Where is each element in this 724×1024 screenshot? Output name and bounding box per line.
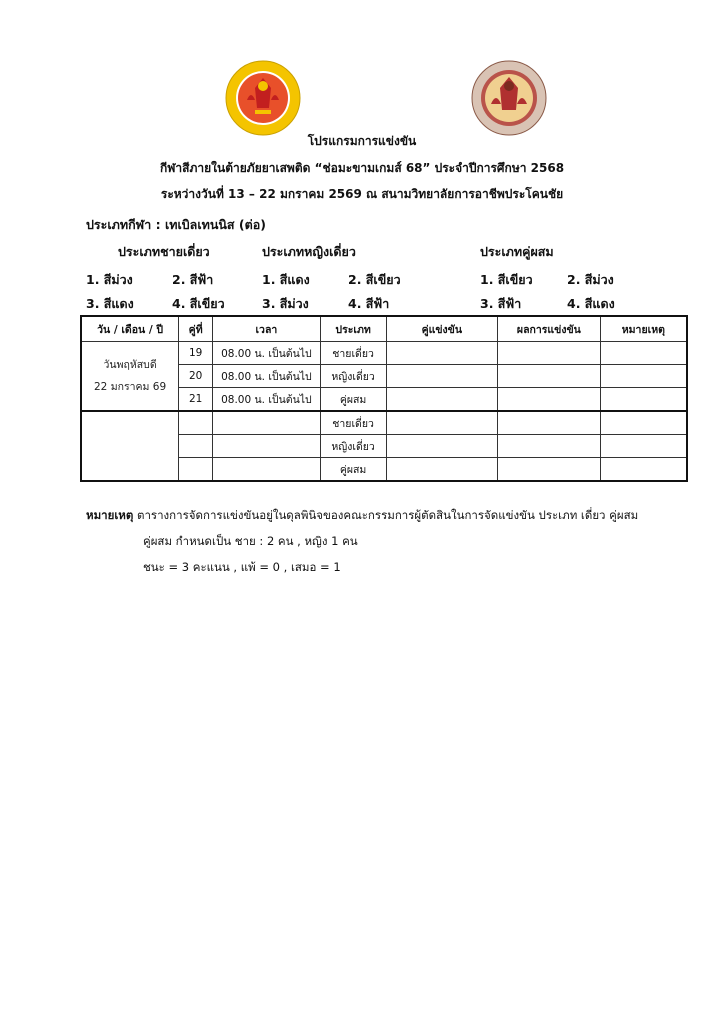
time-cell bbox=[213, 458, 321, 482]
team-color-item: 2. สีเขียว bbox=[348, 272, 401, 287]
team-color-item: 4. สีแดง bbox=[567, 296, 615, 311]
header-type: ประเภท bbox=[320, 316, 386, 342]
type-cell: ชายเดี่ยว bbox=[320, 411, 386, 435]
result-cell bbox=[498, 365, 601, 388]
opponents-cell bbox=[386, 388, 498, 412]
note-cell bbox=[600, 411, 687, 435]
team-color-item: 4. สีเขียว bbox=[172, 296, 225, 311]
remark-text: ตารางการจัดการแข่งขันอยู่ในดุลพินิจของคณะกรรมการผู้ตัดสินในการจัดแข่งขัน ประเภท เดี่ยว คู่ผสม bbox=[137, 508, 639, 522]
note-cell bbox=[600, 388, 687, 412]
team-color-item: 3. สีม่วง bbox=[262, 296, 309, 311]
sport-type-heading: ประเภทกีฬา : เทเบิลเทนนิส (ต่อ) bbox=[86, 217, 266, 232]
result-cell bbox=[498, 342, 601, 365]
type-cell: ชายเดี่ยว bbox=[320, 342, 386, 365]
type-cell: หญิงเดี่ยว bbox=[320, 365, 386, 388]
opponents-cell bbox=[386, 411, 498, 435]
team-color-item: 1. สีเขียว bbox=[480, 272, 533, 287]
table-row bbox=[81, 342, 687, 365]
header-note: หมายเหตุ bbox=[600, 316, 687, 342]
type-cell: คู่ผสม bbox=[320, 388, 386, 412]
event-dates: ระหว่างวันที่ 13 – 22 มกราคม 2569 ณ สนามวิทยาลัยการอาชีพประโคนชัย bbox=[160, 187, 564, 201]
team-color-item: 2. สีม่วง bbox=[567, 272, 614, 287]
category-mixed-doubles-heading: ประเภทคู่ผสม bbox=[480, 244, 554, 259]
opponents-cell bbox=[386, 435, 498, 458]
result-cell bbox=[498, 411, 601, 435]
type-cell: หญิงเดี่ยว bbox=[320, 435, 386, 458]
header-time: เวลา bbox=[213, 316, 321, 342]
match-schedule-table bbox=[80, 315, 688, 482]
team-color-item: 2. สีฟ้า bbox=[172, 272, 214, 287]
time-cell bbox=[213, 411, 321, 435]
note-cell bbox=[600, 365, 687, 388]
time-cell: 08.00 น. เป็นต้นไป bbox=[213, 388, 321, 412]
result-cell bbox=[498, 435, 601, 458]
table-header-row bbox=[81, 316, 687, 342]
remark-line-2: คู่ผสม กำหนดเป็น ชาย : 2 คน , หญิง 1 คน bbox=[143, 534, 358, 548]
result-cell bbox=[498, 458, 601, 482]
result-cell bbox=[498, 388, 601, 412]
college-seal-logo bbox=[471, 60, 547, 136]
day-label: วันพฤหัสบดี bbox=[103, 359, 157, 371]
event-subtitle: กีฬาสีภายในต้ายภัยยาเสพติด “ช่อมะขามเกมส์ 68” ประจำปีการศึกษา 2568 bbox=[159, 161, 565, 175]
opponents-cell bbox=[386, 458, 498, 482]
page-title: โปรแกรมการแข่งขัน bbox=[307, 134, 417, 148]
match-no-cell: 20 bbox=[179, 365, 213, 388]
header-result: ผลการแข่งขัน bbox=[498, 316, 601, 342]
vocational-education-seal-logo bbox=[225, 60, 301, 136]
team-color-item: 3. สีแดง bbox=[86, 296, 134, 311]
team-color-item: 3. สีฟ้า bbox=[480, 296, 522, 311]
match-no-cell bbox=[179, 458, 213, 482]
table-row bbox=[81, 411, 687, 435]
date-label: 22 มกราคม 69 bbox=[94, 381, 167, 393]
date-cell bbox=[81, 411, 179, 481]
remark-line-3: ชนะ = 3 คะแนน , แพ้ = 0 , เสมอ = 1 bbox=[143, 560, 341, 574]
note-cell bbox=[600, 342, 687, 365]
opponents-cell bbox=[386, 342, 498, 365]
remark-label: หมายเหตุ bbox=[86, 508, 134, 522]
header-match-no: คู่ที่ bbox=[179, 316, 213, 342]
match-no-cell: 21 bbox=[179, 388, 213, 412]
category-men-singles-heading: ประเภทชายเดี่ยว bbox=[118, 244, 210, 259]
match-no-cell: 19 bbox=[179, 342, 213, 365]
time-cell: 08.00 น. เป็นต้นไป bbox=[213, 365, 321, 388]
team-color-item: 1. สีม่วง bbox=[86, 272, 133, 287]
note-cell bbox=[600, 458, 687, 482]
note-cell bbox=[600, 435, 687, 458]
type-cell: คู่ผสม bbox=[320, 458, 386, 482]
date-cell bbox=[81, 342, 179, 412]
team-color-item: 4. สีฟ้า bbox=[348, 296, 390, 311]
header-opponents: คู่แข่งขัน bbox=[386, 316, 498, 342]
team-color-item: 1. สีแดง bbox=[262, 272, 310, 287]
match-no-cell bbox=[179, 435, 213, 458]
match-no-cell bbox=[179, 411, 213, 435]
category-women-singles-heading: ประเภทหญิงเดี่ยว bbox=[262, 244, 356, 259]
opponents-cell bbox=[386, 365, 498, 388]
header-date: วัน / เดือน / ปี bbox=[81, 316, 179, 342]
time-cell: 08.00 น. เป็นต้นไป bbox=[213, 342, 321, 365]
time-cell bbox=[213, 435, 321, 458]
remark-line-1 bbox=[86, 507, 638, 525]
